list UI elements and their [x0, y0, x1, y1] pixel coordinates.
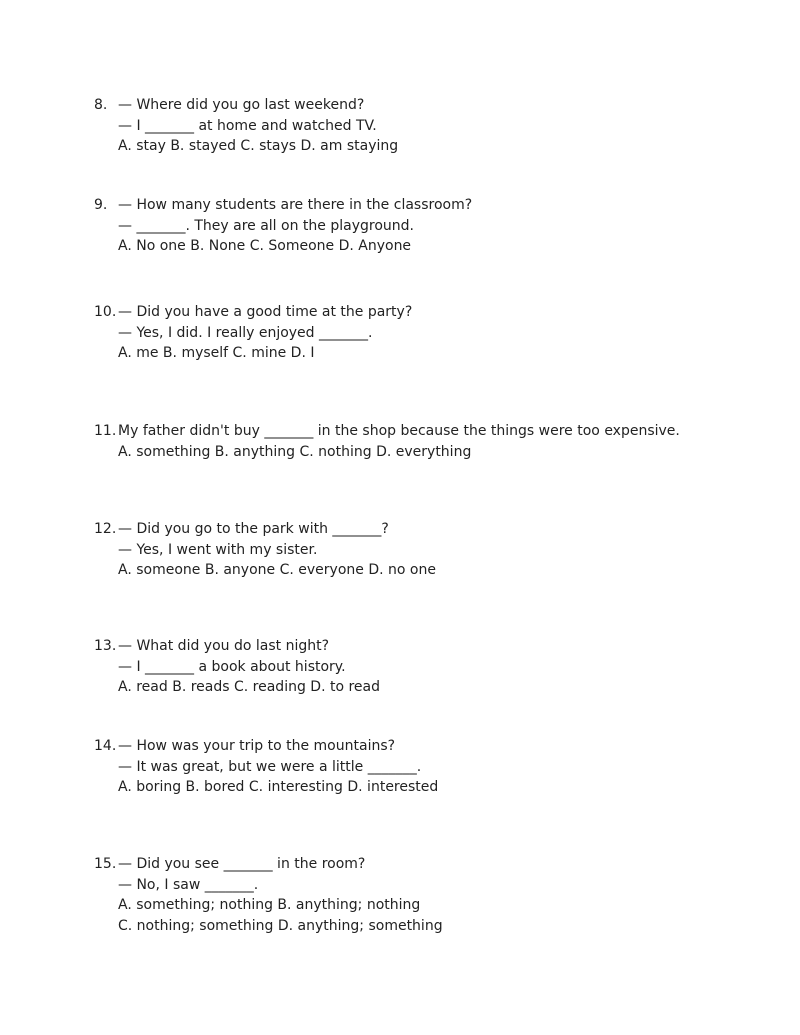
question-line: [94, 442, 734, 463]
question-8: [94, 95, 734, 157]
answer-blank-line: — Yes, I did. I really enjoyed _______.: [118, 324, 373, 341]
question-number: 11.: [94, 423, 117, 439]
answer-options: A. No one B. None C. Someone D. Anyone: [118, 238, 412, 254]
question-9: [94, 195, 734, 257]
question-prompt: — How many students are there in the classroom?: [118, 197, 473, 213]
question-line: [94, 657, 734, 678]
question-prompt: — Did you see _______ in the room?: [118, 856, 366, 872]
question-line: [94, 777, 734, 798]
answer-blank-line: — It was great, but we were a little _______.: [118, 758, 422, 775]
answer-options: A. boring B. bored C. interesting D. interested: [118, 779, 439, 795]
question-12: [94, 519, 734, 581]
question-15: [94, 854, 734, 936]
question-line: [94, 216, 734, 237]
question-line: [94, 519, 734, 540]
answer-options: A. someone B. anyone C. everyone D. no one: [118, 562, 436, 578]
answer-blank-line: — _______. They are all on the playground.: [118, 217, 414, 234]
question-number: 9.: [94, 197, 108, 213]
question-10: [94, 302, 734, 364]
question-prompt: — Did you have a good time at the party?: [118, 304, 413, 320]
question-number: 12.: [94, 521, 117, 537]
question-line: [94, 236, 734, 257]
answer-options: A. something; nothing B. anything; nothing: [118, 897, 421, 913]
answer-blank-line: — I _______ a book about history.: [118, 658, 346, 675]
question-line: [94, 636, 734, 657]
answer-options: C. nothing; something D. anything; something: [118, 917, 443, 934]
question-number: 13.: [94, 638, 117, 654]
question-number: 15.: [94, 856, 117, 872]
question-line: [94, 736, 734, 757]
question-prompt: My father didn't buy _______ in the shop because the things were too expensive.: [118, 423, 680, 439]
question-prompt: — How was your trip to the mountains?: [118, 738, 396, 754]
question-line: [94, 677, 734, 698]
question-number: 8.: [94, 97, 108, 113]
question-prompt: — What did you do last night?: [118, 638, 330, 654]
question-number: 14.: [94, 738, 117, 754]
question-line: [94, 323, 734, 344]
question-11: [94, 421, 734, 462]
question-line: [94, 136, 734, 157]
question-line: [94, 916, 734, 937]
question-line: [94, 195, 734, 216]
question-line: [94, 895, 734, 916]
question-prompt: — Did you go to the park with _______?: [118, 521, 389, 537]
answer-blank-line: — Yes, I went with my sister.: [118, 541, 318, 558]
question-line: [94, 540, 734, 561]
answer-options: A. read B. reads C. reading D. to read: [118, 679, 381, 695]
question-line: [94, 116, 734, 137]
question-prompt: — Where did you go last weekend?: [118, 97, 365, 113]
question-line: [94, 854, 734, 875]
question-line: [94, 302, 734, 323]
question-14: [94, 736, 734, 798]
answer-blank-line: — I _______ at home and watched TV.: [118, 117, 377, 134]
question-line: [94, 95, 734, 116]
answer-options: A. me B. myself C. mine D. I: [118, 345, 315, 361]
question-line: [94, 421, 734, 442]
answer-options: A. stay B. stayed C. stays D. am staying: [118, 138, 399, 154]
question-line: [94, 757, 734, 778]
answer-options: A. something B. anything C. nothing D. everything: [118, 443, 472, 460]
question-line: [94, 560, 734, 581]
answer-blank-line: — No, I saw _______.: [118, 876, 259, 893]
question-13: [94, 636, 734, 698]
question-number: 10.: [94, 304, 117, 320]
question-line: [94, 875, 734, 896]
question-line: [94, 343, 734, 364]
